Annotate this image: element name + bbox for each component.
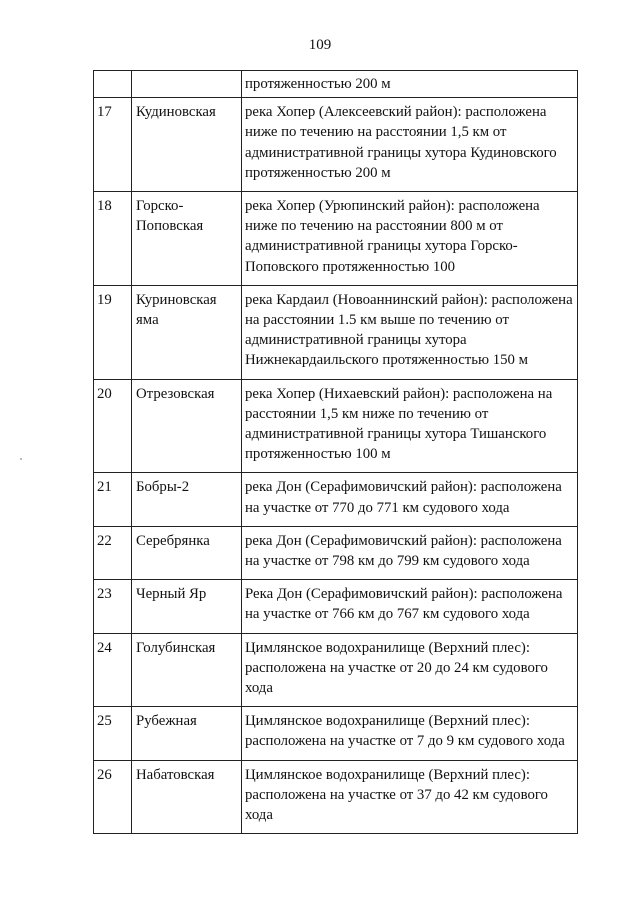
area-name: Куриновская яма <box>132 285 242 379</box>
row-number: 23 <box>94 580 132 633</box>
page-number: 109 <box>308 37 332 53</box>
area-description: река Дон (Серафимовичский район): расположена на участке от 770 до 771 км судового хода <box>242 473 578 526</box>
area-description: Цимлянское водохранилище (Верхний плес): расположена на участке от 20 до 24 км судового хода <box>242 633 578 707</box>
area-name: Набатовская <box>132 760 242 834</box>
area-name <box>132 71 242 98</box>
row-number: 26 <box>94 760 132 834</box>
table-row <box>94 526 578 579</box>
table-row <box>94 192 578 286</box>
row-number: 25 <box>94 707 132 760</box>
fishing-areas-table <box>93 70 578 834</box>
row-number: 19 <box>94 285 132 379</box>
row-number: 18 <box>94 192 132 286</box>
margin-mark <box>20 458 22 460</box>
table-row <box>94 285 578 379</box>
area-description: река Хопер (Урюпинский район): расположена ниже по течению на расстоянии 800 м от административной границы хутора Горско-Поповского протяженностью 100 <box>242 192 578 286</box>
area-description: Цимлянское водохранилище (Верхний плес): расположена на участке от 37 до 42 км судового хода <box>242 760 578 834</box>
area-name: Горско-Поповская <box>132 192 242 286</box>
area-description: река Кардаил (Новоаннинский район): расположена на расстоянии 1.5 км выше по течению от административной границы хутора Нижнекардаильского протяженностью 150 м <box>242 285 578 379</box>
table-row <box>94 633 578 707</box>
area-description: река Хопер (Алексеевский район): расположена ниже по течению на расстоянии 1,5 км от административной границы хутора Кудиновского протяженностью 200 м <box>242 98 578 192</box>
table-row <box>94 473 578 526</box>
table-row <box>94 71 578 98</box>
area-name: Серебрянка <box>132 526 242 579</box>
area-name: Бобры-2 <box>132 473 242 526</box>
area-name: Черный Яр <box>132 580 242 633</box>
row-number: 21 <box>94 473 132 526</box>
table-row <box>94 379 578 473</box>
row-number: 24 <box>94 633 132 707</box>
row-number: 22 <box>94 526 132 579</box>
table-row <box>94 580 578 633</box>
table-row <box>94 707 578 760</box>
area-description: протяженностью 200 м <box>242 71 578 98</box>
row-number: 20 <box>94 379 132 473</box>
table-row <box>94 760 578 834</box>
table-row <box>94 98 578 192</box>
row-number: 17 <box>94 98 132 192</box>
area-description: Цимлянское водохранилище (Верхний плес): расположена на участке от 7 до 9 км судового хода <box>242 707 578 760</box>
row-number <box>94 71 132 98</box>
area-name: Рубежная <box>132 707 242 760</box>
area-name: Кудиновская <box>132 98 242 192</box>
area-name: Отрезовская <box>132 379 242 473</box>
area-description: река Дон (Серафимовичский район): расположена на участке от 798 км до 799 км судового хода <box>242 526 578 579</box>
area-description: Река Дон (Серафимовичский район): расположена на участке от 766 км до 767 км судового хода <box>242 580 578 633</box>
area-description: река Хопер (Нихаевский район): расположена на расстоянии 1,5 км ниже по течению от административной границы хутора Тишанского протяженностью 100 м <box>242 379 578 473</box>
area-name: Голубинская <box>132 633 242 707</box>
